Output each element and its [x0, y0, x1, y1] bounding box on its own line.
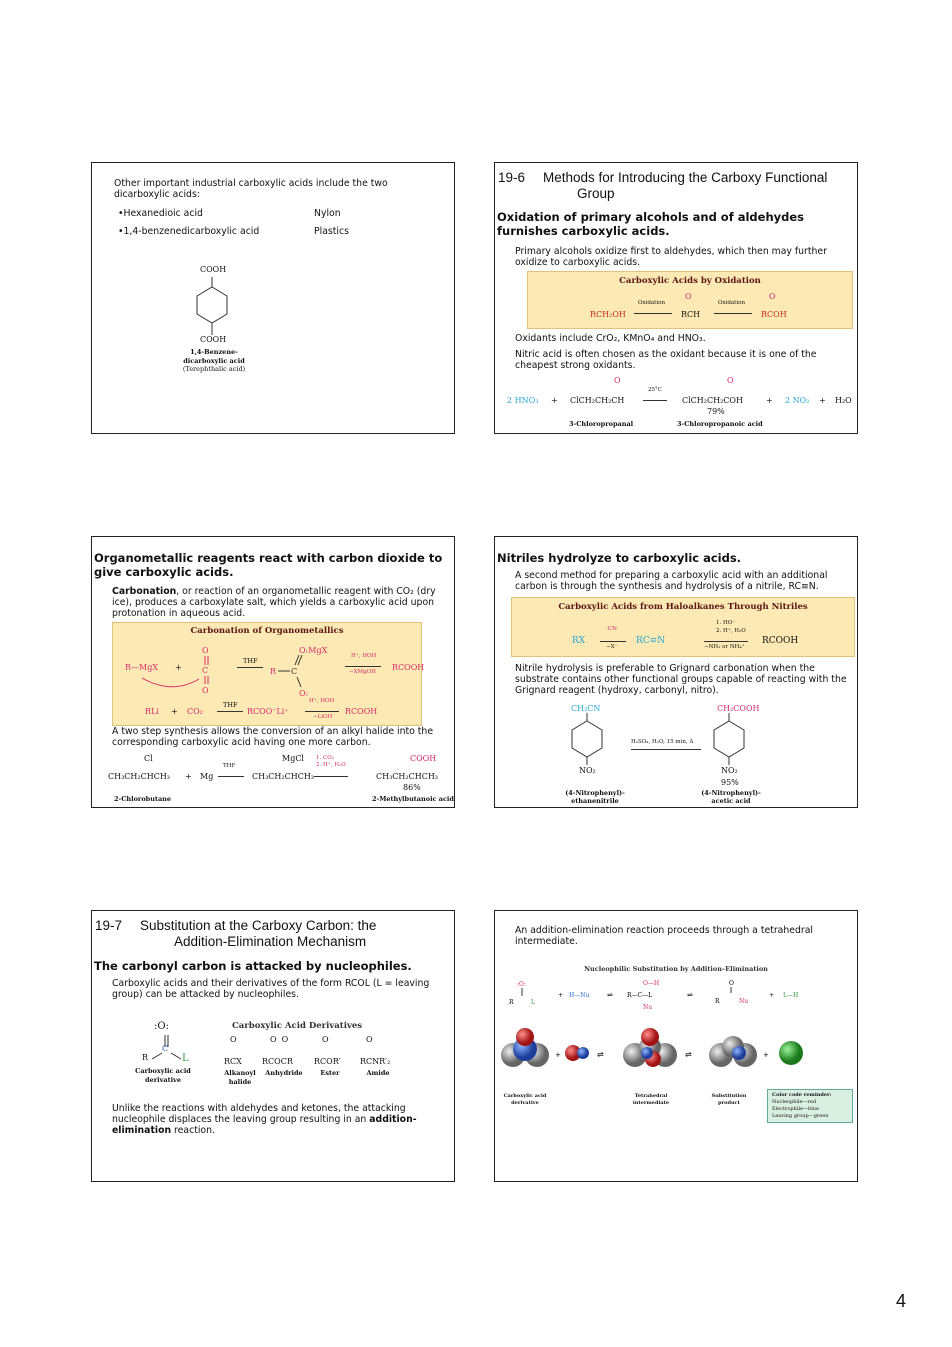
addition-elimination-term: addition-elimination: [112, 1114, 417, 1136]
svg-text:+: +: [763, 1051, 769, 1059]
svg-text:H—Nu: H—Nu: [569, 992, 590, 999]
deriv-o-1: O: [230, 1035, 237, 1044]
struct-caption: [174, 348, 254, 374]
svg-text:⇌: ⇌: [607, 991, 613, 999]
rxn1-arrow2: [345, 666, 381, 667]
svg-text:L: L: [531, 999, 535, 1006]
rxn1-cond2: −XMgOH: [349, 669, 376, 675]
svg-text:⇌: ⇌: [687, 991, 693, 999]
eq-chloride: CH₃CH₂CHCH₃: [108, 772, 171, 781]
slide3-para1-rest: , or reaction of an organometallic reagent with CO₂ (dry ice), produces a carboxylate salt, which yields a carboxylic acid upon protonation in aqueous acid.: [112, 586, 436, 619]
rxn2-arrow2: [305, 711, 339, 712]
general-label-2: derivative: [145, 1076, 181, 1084]
section-number: 19-6: [498, 170, 526, 185]
rxn-arrow2: [704, 641, 748, 642]
eq-cl: Cl: [144, 754, 153, 763]
svg-text:R—C—L: R—C—L: [627, 992, 653, 999]
eq-mgcl: MgCl: [282, 754, 304, 763]
rxn-arrow1-label: Oxidation: [638, 300, 665, 306]
rxn1-arrow1: [237, 667, 263, 668]
panel-title: Carboxylic Acids from Haloalkanes Through Nitriles: [558, 602, 808, 612]
svg-text:⇌: ⇌: [597, 1050, 604, 1059]
rxn-arrow1: [634, 313, 672, 314]
deriv-o-2: O O: [270, 1035, 289, 1044]
slide-5: [91, 910, 455, 1182]
rxn-d1: 1. HO⁻: [716, 620, 736, 626]
legend-nucleophile: Nucleophile—red: [772, 1099, 817, 1105]
rxn1-thf: THF: [243, 657, 258, 665]
label-derivative-1: Carboxylic acid: [503, 1093, 547, 1099]
nitrophenyl-ring-1: [567, 713, 607, 769]
eq-cond1: 1. CO₂: [316, 755, 334, 761]
eq-arrow: [643, 400, 667, 401]
rxn2-arrow1: [217, 711, 243, 712]
eq-grignard: CH₃CH₂CHCH₃: [252, 772, 315, 781]
svg-text:R: R: [509, 999, 514, 1006]
eq-ch2cooh: CH₂COOH: [717, 704, 760, 713]
caption-line-1: 1,4-Benzene-: [190, 348, 238, 356]
slide-4: [494, 536, 858, 808]
eq-cond2: 2. H⁺, H₂O: [316, 762, 346, 768]
section-number: 19-7: [95, 918, 123, 933]
slide-3: [91, 536, 455, 808]
eq-no2: 2 NO₂: [785, 396, 810, 405]
eq-yield: 95%: [721, 778, 739, 787]
rxn2-cond2: −LiOH: [313, 714, 333, 720]
section-title-line1: Substitution at the Carboxy Carbon: the: [140, 918, 377, 933]
eq-aldehyde: ClCH₂CH₂CH: [570, 396, 625, 405]
eq-hno3: 2 HNO₃: [507, 396, 539, 405]
page-number: 4: [896, 1291, 907, 1311]
rxn2-rli: RLi: [145, 707, 159, 716]
eq-ch2cn: CH₂CN: [571, 704, 601, 713]
deriv-o-3: O: [322, 1035, 329, 1044]
eq-product: CH₃CH₂CHCH₃: [376, 772, 439, 781]
oxidation-panel: [527, 271, 853, 329]
eq-plus: +: [185, 772, 192, 781]
label-product: [701, 1093, 757, 1107]
eq-label-b: [701, 789, 761, 805]
deriv-o-4: O: [366, 1035, 373, 1044]
svg-text:C: C: [291, 667, 298, 676]
nitrophenyl-ring-2: [709, 713, 749, 769]
svg-text:O:: O:: [299, 689, 309, 698]
slide-1: [91, 162, 455, 434]
label-product-1: Substitution: [711, 1093, 747, 1099]
slide3-para1: [112, 586, 444, 619]
section-title-line1: Methods for Introducing the Carboxy Functional: [543, 170, 828, 185]
rxn-reactant: RCH₂OH: [590, 310, 626, 319]
eq-label-acid: 3-Chloropropanoic acid: [677, 420, 763, 428]
svg-text:O: O: [729, 980, 734, 987]
rxn2-thf: THF: [223, 701, 238, 709]
general-label: [128, 1067, 198, 1085]
slide2-para1: Primary alcohols oxidize first to aldehydes, which then may further oxidize to carboxylic acids.: [515, 246, 827, 268]
carbonation-panel: [112, 622, 425, 726]
eq-plus-1: +: [551, 396, 558, 405]
slide4-para2: Nitrile hydrolysis is preferable to Grignard carbonation when the substrate contains other functional groups capable of reacting with the Grignard reagent (hydroxy, carbonyl, nitro).: [515, 663, 847, 696]
deriv-label-4: Amide: [366, 1069, 390, 1077]
slide1-item-1: •Hexanedioic acid: [118, 208, 203, 219]
legend-leaving-group: Leaving group—green: [772, 1113, 829, 1119]
carbonation-term: Carbonation: [112, 586, 177, 597]
deriv-anhydride: RCOCR: [262, 1057, 293, 1066]
slide6-intro: An addition-elimination reaction proceeds through a tetrahedral intermediate.: [515, 925, 813, 947]
panel-title: Carboxylic Acids by Oxidation: [619, 276, 761, 286]
slide5-para2: [112, 1103, 448, 1136]
mechanism-scheme: [503, 977, 853, 1017]
eq-condition: 25°C: [648, 387, 662, 393]
deriv-label-1a: Alkanoyl: [224, 1069, 256, 1077]
caption-line-2: dicarboxylic acid: [183, 356, 245, 365]
legend-electrophile: Electrophile—blue: [772, 1106, 819, 1112]
eq-o-1: O: [614, 376, 621, 385]
svg-text:+: +: [555, 1051, 561, 1059]
label-derivative: [499, 1093, 551, 1107]
struct-bottom-cooh: COOH: [200, 335, 227, 344]
benzene-ring-structure: [192, 275, 232, 337]
rxn-acid: RCOOH: [762, 636, 799, 646]
rxn-product: RCOH: [761, 310, 787, 319]
caption-line-3: (Terephthalic acid): [182, 365, 246, 373]
rxn-o2: O: [769, 292, 776, 301]
rxn-intermediate: RCH: [681, 310, 701, 319]
deriv-label-3: Ester: [320, 1069, 340, 1077]
eq-acid: ClCH₂CH₂COH: [682, 396, 743, 405]
space-filling-models: [499, 1025, 849, 1085]
eq-label-a: [565, 789, 625, 805]
rxn2-carboxylate: RCOO⁻Li⁺: [247, 707, 289, 716]
svg-text::O:: :O:: [517, 981, 526, 988]
carboxylate-structure: [268, 643, 338, 699]
panel-title: Carbonation of Organometallics: [190, 626, 344, 636]
rxn-rx: RX: [572, 636, 586, 646]
struct-top-cooh: COOH: [200, 265, 227, 274]
eq-label-aldehyde: 3-Chloropropanal: [569, 420, 634, 428]
rxn-arrow2-label: Oxidation: [718, 300, 745, 306]
rxn1-grignard: R—MgX: [125, 663, 159, 672]
svg-text:⇌: ⇌: [685, 1050, 692, 1059]
deriv-acyl-halide: RCX: [224, 1057, 242, 1066]
label-a-line2: ethanenitrile: [571, 797, 619, 805]
label-intermediate-1: Tetrahedral: [634, 1093, 668, 1099]
rxn-cond2: −X⁻: [606, 644, 618, 650]
deriv-label-1: [218, 1069, 262, 1087]
label-b-line1: (4-Nitrophenyl)-: [701, 789, 761, 797]
slide2-para2: Oxidants include CrO₂, KMnO₄ and HNO₃.: [515, 333, 706, 344]
slide4-heading: Nitriles hydrolyze to carboxylic acids.: [497, 551, 742, 565]
label-intermediate: [623, 1093, 679, 1107]
nitrile-panel: [511, 597, 855, 657]
general-r: R: [142, 1053, 149, 1062]
rxn-d3: −NH₃ or NH₄⁺: [704, 644, 745, 650]
eq-o-2: O: [727, 376, 734, 385]
slide5-para1: Carboxylic acids and their derivatives of the form RCOL (L = leaving group) can be attacked by nucleophiles.: [112, 978, 430, 1000]
eq-no2-1: NO₂: [579, 766, 596, 775]
para2-part-c: reaction.: [171, 1125, 215, 1136]
rxn2-product: RCOOH: [345, 707, 378, 716]
deriv-label-1b: halide: [228, 1078, 252, 1086]
slide5-heading: The carbonyl carbon is attacked by nucleophiles.: [94, 959, 412, 973]
svg-text:O—H: O—H: [643, 980, 660, 987]
curved-arrow: [137, 673, 207, 693]
section-title-line2: Addition-Elimination Mechanism: [174, 934, 367, 949]
slide-6: [494, 910, 858, 1182]
svg-text:Nu: Nu: [643, 1004, 653, 1011]
section-title-line2: Group: [577, 186, 615, 201]
svg-text:O: O: [202, 646, 209, 655]
general-c: C: [162, 1044, 169, 1053]
panel-title: Carboxylic Acid Derivatives: [232, 1021, 363, 1031]
rxn2-cond1: H⁺, HOH: [309, 698, 335, 704]
svg-text:+: +: [769, 992, 775, 999]
rxn-cond1: ⁻CN: [605, 626, 617, 632]
deriv-amide: RCNR′₂: [360, 1057, 391, 1066]
para2-part-a: Unlike the reactions with aldehydes and ketones, the attacking nucleophile displaces the leaving group resulting in an: [112, 1103, 406, 1125]
eq-cooh: COOH: [410, 754, 437, 763]
eq-yield: 86%: [403, 783, 421, 792]
rxn-d2: 2. H⁺, H₂O: [716, 628, 746, 634]
eq-plus-2: +: [766, 396, 773, 405]
rxn1-product: RCOOH: [392, 663, 425, 672]
eq-arrow2: [314, 776, 348, 777]
legend-title: Color code reminder:: [772, 1092, 832, 1098]
slide1-item-2-use: Plastics: [314, 226, 349, 237]
slide1-item-1-use: Nylon: [314, 208, 341, 219]
svg-text:+: +: [558, 992, 564, 999]
slide1-item-2: •1,4-benzenedicarboxylic acid: [118, 226, 260, 237]
rxn-arrow1: [600, 641, 626, 642]
label-b-line2: acetic acid: [711, 797, 751, 805]
color-legend: [767, 1089, 853, 1123]
eq-plus-3: +: [819, 396, 826, 405]
slide3-para2: A two step synthesis allows the conversion of an alkyl halide into the corresponding carboxylic acid having one more carbon.: [112, 726, 434, 748]
general-label-1: Carboxylic acid: [135, 1067, 191, 1075]
svg-text:R: R: [715, 998, 720, 1005]
eq-arrow: [631, 749, 701, 750]
svg-text:R: R: [270, 667, 277, 676]
eq-arrow1: [218, 776, 244, 777]
rxn-nitrile: RC≡N: [636, 636, 666, 646]
svg-text:O:MgX: O:MgX: [299, 646, 328, 655]
rxn-arrow2: [714, 313, 752, 314]
rxn1-plus: +: [175, 663, 182, 672]
general-o: :O:: [154, 1021, 169, 1032]
derivatives-row: [218, 1035, 426, 1095]
svg-text:L—H: L—H: [783, 992, 799, 999]
slide3-heading: Organometallic reagents react with carbon dioxide to give carboxylic acids.: [94, 551, 443, 579]
slide2-heading: Oxidation of primary alcohols and of aldehydes furnishes carboxylic acids.: [497, 210, 805, 238]
panel-title: Nucleophilic Substitution by Addition–Elimination: [584, 965, 768, 973]
rxn2-co2: CO₂: [187, 707, 203, 716]
slide1-intro: Other important industrial carboxylic acids include the two dicarboxylic acids:: [114, 178, 388, 200]
label-a-line1: (4-Nitrophenyl)-: [565, 789, 625, 797]
rxn1-cond1: H⁺, HOH: [351, 653, 377, 659]
eq-water: H₂O: [835, 396, 852, 405]
svg-text:Nu: Nu: [739, 998, 749, 1005]
svg-text:C: C: [202, 666, 209, 675]
label-product-2: product: [718, 1100, 740, 1106]
slide2-para3: Nitric acid is often chosen as the oxidant because it is one of the cheapest strong oxidants.: [515, 349, 817, 371]
deriv-label-2: Anhydride: [265, 1069, 303, 1077]
svg-text:O: O: [202, 686, 209, 695]
eq-thf: THF: [223, 763, 236, 769]
deriv-ester: RCOR′: [314, 1057, 341, 1066]
eq-label-chloride: 2-Chlorobutane: [114, 795, 172, 803]
general-l: L: [182, 1053, 189, 1064]
label-derivative-2: derivative: [511, 1100, 539, 1106]
eq-condition: H₂SO₄, H₂O, 15 min, Δ: [631, 739, 694, 745]
eq-mg: Mg: [200, 772, 214, 781]
slide4-para1: A second method for preparing a carboxylic acid with an additional carbon is through the synthesis and hydrolysis of a nitrile, RC≡N.: [515, 570, 828, 592]
eq-label-product: 2-Methylbutanoic acid: [372, 795, 454, 803]
label-intermediate-2: intermediate: [632, 1100, 670, 1106]
rxn-o1: O: [685, 292, 692, 301]
eq-no2-2: NO₂: [721, 766, 738, 775]
slide-2: [494, 162, 858, 434]
rxn2-plus: +: [171, 707, 178, 716]
eq-yield: 79%: [707, 407, 725, 416]
